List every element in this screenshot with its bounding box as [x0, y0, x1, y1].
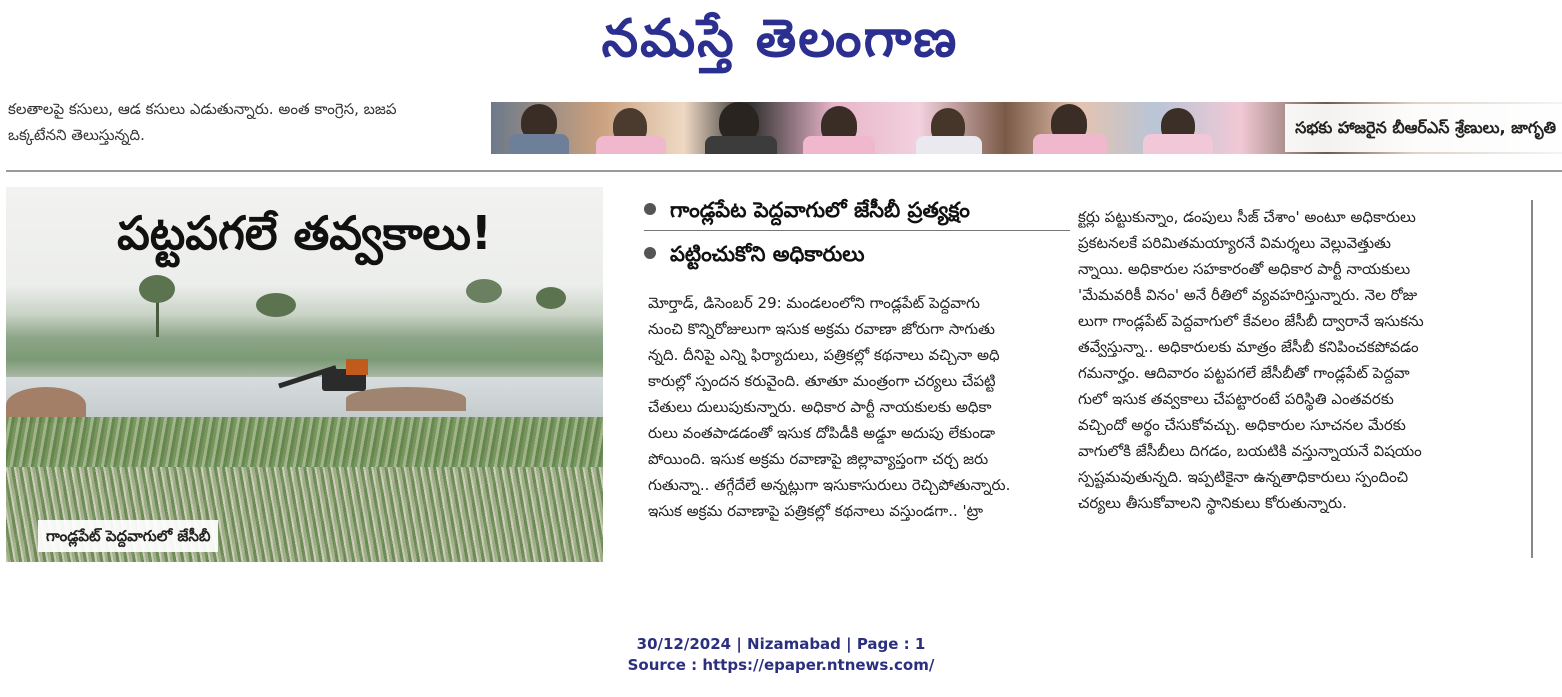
- photo-figure: [1033, 134, 1107, 154]
- article-line: ప్రకటనలకే పరిమితమయ్యారనే విమర్శలు వెల్లువెత్తుతు: [1078, 234, 1391, 252]
- article-column-2: [1078, 204, 1498, 516]
- article-line: తవ్వేస్తున్నా.. అధికారులకు మాత్రం జేసీబీ కనిపించకపోవడం: [1078, 338, 1419, 356]
- photo-figure: [916, 136, 982, 154]
- edition-info: 30/12/2024 | Nizamabad | Page : 1: [636, 635, 926, 653]
- photo-figure: [803, 136, 875, 154]
- photo-caption: సభకు హాజరైన బీఆర్‌ఎస్ శ్రేణులు, జాగృతి: [1285, 104, 1562, 152]
- previous-article-line: ఒక్కటేనని తెలుస్తున్నది.: [8, 126, 145, 144]
- article-line: కారుల్లో స్పందన కరువైంది. తూతూ మంత్రంగా చర్యలు చేపట్టి: [648, 372, 996, 390]
- river-water: [6, 377, 603, 419]
- bullet-icon: [644, 203, 656, 215]
- source-link[interactable]: Source : https://epaper.ntnews.com/: [627, 656, 935, 674]
- photo-caption: గాండ్లపేట్ పెద్దవాగులో జేసీబీ: [38, 520, 218, 552]
- article-line: గమనార్హం. ఆదివారం పట్టపగలే జేసీబీతో గాండ్లపేట్ పెద్దవా: [1078, 364, 1410, 382]
- subheadline: [644, 192, 1070, 228]
- palm-tree: [156, 297, 159, 337]
- tree: [536, 287, 566, 309]
- photo-figure: [596, 136, 666, 154]
- article-line: నుంచి కొన్నిరోజులుగా ఇసుక అక్రమ రవాణా జోరుగా సాగుతు: [648, 320, 995, 338]
- newspaper-logo: నమస్తే తెలంగాణ: [601, 9, 959, 69]
- article-line: పోయింది. ఇసుక అక్రమ రవాణాపై జిల్లావ్యాప్తంగా చర్చ జరు: [648, 450, 989, 468]
- article-line: 'మేమవరికీ వినం' అనే రీతిలో వ్యవహరిస్తున్నారు. నెల రోజు: [1078, 286, 1418, 304]
- column-divider: [1531, 200, 1533, 558]
- section-divider: [6, 170, 1562, 172]
- page-footer: [0, 634, 1562, 676]
- masthead: [0, 0, 1562, 78]
- article-headline: పట్టపగలే తవ్వకాలు!: [117, 206, 492, 260]
- excavator: [346, 359, 368, 375]
- article-line: రులు వంతపాడడంతో ఇసుక దోపిడీకి అడ్డూ అదుపు లేకుండా: [648, 424, 996, 442]
- subheadline-text: గాండ్లపేట పెద్దవాగులో జేసీబీ ప్రత్యక్షం: [670, 198, 970, 222]
- previous-article-line: కలతాలపై కసులు, ఆడ కసులు ఎడుతున్నారు. అంత కాంగ్రెస, బజప: [8, 100, 397, 118]
- article-line: చర్యలు తీసుకోవాలని స్థానికులు కోరుతున్నారు.: [1078, 494, 1347, 512]
- bullet-icon: [644, 247, 656, 259]
- subheadline: [644, 236, 1070, 272]
- article-line: మోర్తాడ్, డిసెంబర్ 29: మండలంలోని గాండ్లపేట్ పెద్దవాగు: [648, 294, 980, 312]
- subheadline-text: పట్టించుకోని అధికారులు: [670, 242, 865, 266]
- article-line: క్టర్లు పట్టుకున్నాం, డంపులు సీజ్ చేశాం' అంటూ అధికారులు: [1078, 208, 1416, 226]
- photo-figure: [509, 134, 569, 154]
- photo-figure: [705, 136, 777, 154]
- photo-figure: [1143, 134, 1213, 154]
- article-line: ఇసుక అక్రమ రవాణాపై పత్రికల్లో కథనాలు వస్తుండగా.. 'ట్రా: [648, 502, 984, 520]
- crowd-photo: [491, 102, 1562, 154]
- article-photo: [6, 187, 603, 562]
- article-line: స్పష్టమవుతున్నది. ఇప్పటికైనా ఉన్నతాధికారులు స్పందించి: [1078, 468, 1409, 486]
- previous-article-text: [8, 96, 478, 148]
- article-line: గులో ఇసుక తవ్వకాలు చేపట్టారంటే పరిస్థితి ఎంతవరకు: [1078, 390, 1394, 408]
- article-column-1: [648, 290, 1068, 524]
- article-line: న్నాయి. అధికారుల సహకారంతో అధికార పార్టీ నాయకులు: [1078, 260, 1411, 278]
- palm-tree: [139, 275, 175, 303]
- article-line: న్నది. దీనిపై ఎన్ని ఫిర్యాదులు, పత్రికల్లో కథనాలు వచ్చినా అధి: [648, 346, 1000, 364]
- subheadline-divider: [644, 230, 1070, 231]
- article-line: వాగులోకి జేసీబీలు దిగడం, బయటికి వస్తున్నాయనే విషయం: [1078, 442, 1422, 460]
- article-line: చేతులు దులుపుకున్నారు. అధికార పార్టీ నాయకులకు అధికా: [648, 398, 992, 416]
- tree: [466, 279, 502, 303]
- article-line: గుతున్నా.. తగ్గేదేలే అన్నట్లుగా ఇసుకాసురులు రెచ్చిపోతున్నారు.: [648, 476, 1011, 494]
- article-line: వచ్చిందో అర్థం చేసుకోవచ్చు. అధికారుల సూచనల మేరకు: [1078, 416, 1406, 434]
- tree: [256, 293, 296, 317]
- article-line: లుగా గాండ్లపేట్ పెద్దవాగులో కేవలం జేసీబీ ద్వారానే ఇసుకను: [1078, 312, 1424, 330]
